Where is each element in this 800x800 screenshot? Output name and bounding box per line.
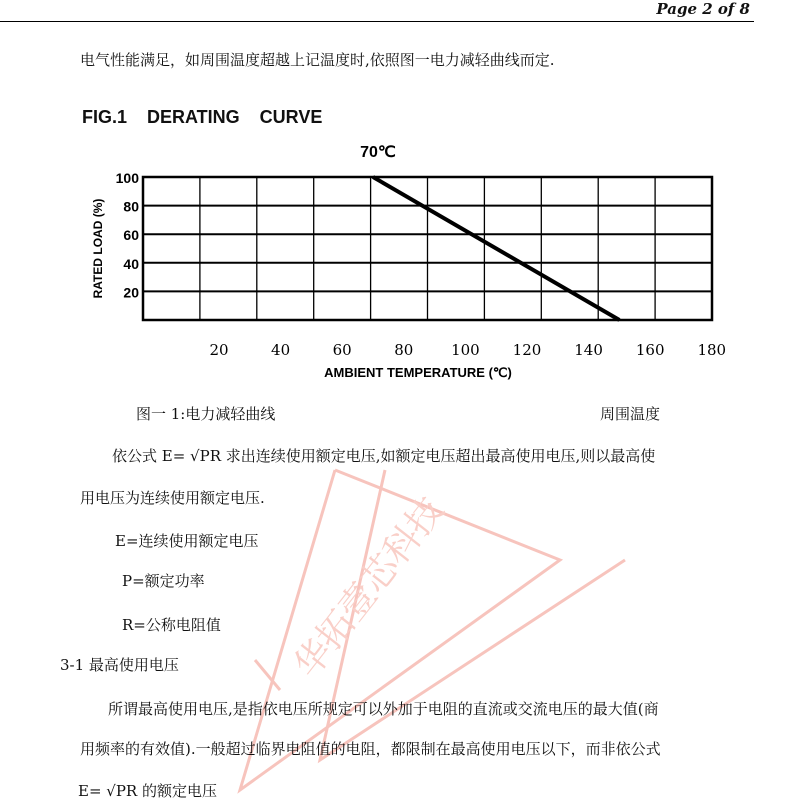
figure-caption-right: 周围温度 (600, 405, 661, 423)
figure-title: FIG.1 DERATING CURVE (82, 107, 323, 127)
paragraph-line-3: E= √PR 的额定电压 (78, 782, 217, 800)
x-tick-label: 180 (697, 341, 727, 359)
x-axis-label: AMBIENT TEMPERATURE (℃) (324, 365, 512, 380)
paragraph-line-2: 用频率的有效值).一般超过临界电阻值的电阻，都限制在最高使用电压以下，而非依公式 (80, 740, 661, 758)
figure-caption: 图一 1:电力减轻曲线 (136, 405, 276, 423)
derating-chart (0, 130, 800, 395)
section-heading: 3-1 最高使用电压 (60, 656, 179, 674)
definition-e: E=连续使用额定电压 (115, 532, 259, 550)
intro-text: 电气性能满足，如周围温度超越上记温度时,依照图一电力减轻曲线而定. (80, 51, 555, 69)
annotation-70c: 70℃ (360, 144, 396, 161)
paragraph-line-1: 所谓最高使用电压,是指依电压所规定可以外加于电阻的直流或交流电压的最大值(商 (108, 700, 659, 718)
x-tick-label: 140 (574, 341, 603, 359)
y-tick-label: 100 (115, 170, 139, 186)
x-tick-label: 20 (209, 341, 229, 359)
formula-line-2: 用电压为连续使用额定电压. (80, 489, 265, 507)
y-tick-label: 20 (123, 284, 139, 301)
x-tick-label: 40 (271, 341, 291, 359)
definition-p: P=额定功率 (122, 572, 205, 590)
header-rule (0, 21, 754, 22)
y-tick-label: 80 (123, 198, 139, 215)
y-tick-label: 60 (123, 227, 139, 244)
derating-line (373, 177, 619, 320)
watermark-text: 华拓壹芯科技 (286, 490, 453, 686)
definition-r: R=公称电阻值 (122, 616, 221, 634)
x-tick-label: 80 (394, 341, 414, 359)
formula-line-1: 依公式 E= √PR 求出连续使用额定电压,如额定电压超出最高使用电压,则以最高使 (112, 447, 656, 465)
x-tick-label: 160 (635, 341, 665, 359)
x-tick-label: 120 (512, 341, 542, 359)
x-tick-label: 60 (332, 341, 352, 359)
page-number: Page 2 of 8 (656, 0, 750, 18)
y-tick-label: 40 (123, 255, 139, 272)
y-axis-label: RATED LOAD (%) (91, 198, 105, 299)
x-tick-label: 100 (451, 341, 480, 359)
